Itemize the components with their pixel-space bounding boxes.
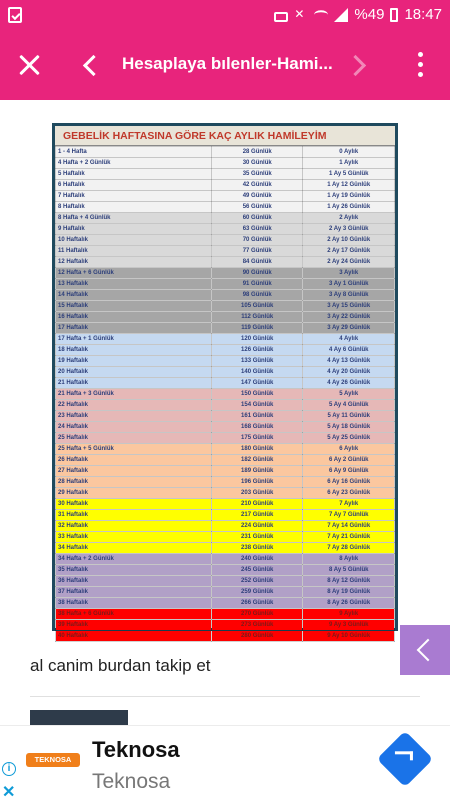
cell-months: 4 Ay 20 Günlük [303,367,395,378]
clock: 18:47 [404,6,442,23]
table-row [56,279,395,290]
table-row [56,268,395,279]
cell-week: 27 Haftalık [56,466,212,477]
table-row [56,609,395,620]
cell-week: 34 Haftalık [56,543,212,554]
cell-months: 2 Ay 17 Günlük [303,246,395,257]
cell-months: 3 Ay 22 Günlük [303,312,395,323]
table-row [56,598,395,609]
table-row [56,488,395,499]
cell-week: 20 Haftalık [56,367,212,378]
cell-week: 36 Haftalık [56,576,212,587]
cell-months: 5 Ay 4 Günlük [303,400,395,411]
cell-week: 18 Haftalık [56,345,212,356]
table-row [56,191,395,202]
ad-title: Teknosa [92,737,180,762]
cell-months: 7 Ay 7 Günlük [303,510,395,521]
cell-months: 1 Ay 12 Günlük [303,180,395,191]
cell-months: 8 Ay 5 Günlük [303,565,395,576]
cell-days: 112 Günlük [211,312,303,323]
table-row [56,620,395,631]
battery-level: %49 [354,6,385,23]
table-row [56,510,395,521]
cell-months: 9 Ay 10 Günlük [303,631,395,642]
cell-week: 8 Hafta + 4 Günlük [56,213,212,224]
cell-days: 126 Günlük [211,345,303,356]
cell-week: 38 Hafta + 6 Günlük [56,609,212,620]
cell-months: 2 Aylık [303,213,395,224]
cell-days: 91 Günlük [211,279,303,290]
cell-week: 24 Haftalık [56,422,212,433]
cell-months: 2 Ay 24 Günlük [303,257,395,268]
cell-days: 60 Günlük [211,213,303,224]
table-row [56,367,395,378]
chart-title: GEBELİK HAFTASINA GÖRE KAÇ AYLIK HAMİLEYİM [55,126,395,146]
cell-months: 9 Aylık [303,609,395,620]
directions-icon[interactable] [377,731,434,788]
table-row [56,224,395,235]
cell-week: 32 Haftalık [56,521,212,532]
battery-icon [390,8,398,22]
cell-months: 8 Aylık [303,554,395,565]
table-row [56,257,395,268]
cell-week: 17 Haftalık [56,323,212,334]
table-row [56,543,395,554]
table-row [56,202,395,213]
comment-text: al canim burdan takip et [30,656,211,675]
cell-week: 12 Hafta + 6 Günlük [56,268,212,279]
cell-days: 42 Günlük [211,180,303,191]
cell-days: 140 Günlük [211,367,303,378]
cell-week: 40 Haftalık [56,631,212,642]
cell-days: 147 Günlük [211,378,303,389]
table-row [56,631,395,642]
cell-week: 23 Haftalık [56,411,212,422]
cell-week: 12 Haftalık [56,257,212,268]
cell-week: 10 Haftalık [56,235,212,246]
cell-days: 240 Günlük [211,554,303,565]
table-row [56,444,395,455]
table-row [56,323,395,334]
cell-days: 119 Günlük [211,323,303,334]
table-row [56,411,395,422]
divider [30,696,420,697]
cell-days: 224 Günlük [211,521,303,532]
teknosa-logo: TEKNOSA [26,753,80,767]
cell-days: 105 Günlük [211,301,303,312]
cell-week: 6 Haftalık [56,180,212,191]
pregnancy-table [55,146,395,642]
table-row [56,147,395,158]
cell-days: 270 Günlük [211,609,303,620]
cell-months: 1 Aylık [303,158,395,169]
cell-days: 245 Günlük [211,565,303,576]
cell-months: 4 Aylık [303,334,395,345]
cell-week: 8 Haftalık [56,202,212,213]
cell-days: 180 Günlük [211,444,303,455]
cell-days: 189 Günlük [211,466,303,477]
cell-months: 6 Ay 16 Günlük [303,477,395,488]
notification-check-icon [8,7,22,23]
post-content [0,100,450,725]
cell-week: 22 Haftalık [56,400,212,411]
cell-days: 266 Günlük [211,598,303,609]
cell-week: 37 Haftalık [56,587,212,598]
cell-months: 1 Ay 5 Günlük [303,169,395,180]
cell-months: 4 Ay 6 Günlük [303,345,395,356]
table-row [56,180,395,191]
cell-week: 9 Haftalık [56,224,212,235]
cell-days: 35 Günlük [211,169,303,180]
ad-subtitle: Teknosa [92,770,171,793]
cell-months: 9 Ay 3 Günlük [303,620,395,631]
cell-week: 26 Haftalık [56,455,212,466]
table-row [56,213,395,224]
table-row [56,565,395,576]
table-row [56,477,395,488]
cell-months: 1 Ay 26 Günlük [303,202,395,213]
cell-week: 7 Haftalık [56,191,212,202]
cell-months: 3 Ay 15 Günlük [303,301,395,312]
cell-week: 14 Haftalık [56,290,212,301]
table-row [56,158,395,169]
cell-days: 217 Günlük [211,510,303,521]
pregnancy-chart-image[interactable] [52,123,398,639]
cell-months: 2 Ay 10 Günlük [303,235,395,246]
cell-week: 28 Haftalık [56,477,212,488]
status-bar [0,0,450,30]
cell-months: 5 Ay 18 Günlük [303,422,395,433]
forward-arrow-icon[interactable] [346,52,372,78]
wifi-icon [314,10,328,20]
thumbnail-image[interactable] [30,710,128,725]
cell-week: 5 Haftalık [56,169,212,180]
cell-week: 21 Haftalık [56,378,212,389]
cell-months: 1 Ay 19 Günlük [303,191,395,202]
cell-days: 154 Günlük [211,400,303,411]
table-row [56,312,395,323]
cell-week: 30 Haftalık [56,499,212,510]
table-row [56,345,395,356]
cell-week: 13 Haftalık [56,279,212,290]
cell-days: 30 Günlük [211,158,303,169]
cell-months: 7 Ay 28 Günlük [303,543,395,554]
cell-months: 7 Aylık [303,499,395,510]
cell-week: 34 Hafta + 2 Günlük [56,554,212,565]
cell-months: 3 Ay 29 Günlük [303,323,395,334]
cell-months: 5 Ay 11 Günlük [303,411,395,422]
cell-week: 11 Haftalık [56,246,212,257]
cell-months: 3 Ay 8 Günlük [303,290,395,301]
cell-months: 0 Aylık [303,147,395,158]
cell-months: 4 Ay 26 Günlük [303,378,395,389]
cell-week: 4 Hafta + 2 Günlük [56,158,212,169]
table-row [56,169,395,180]
cell-week: 29 Haftalık [56,488,212,499]
cell-months: 6 Ay 9 Günlük [303,466,395,477]
cell-week: 21 Hafta + 3 Günlük [56,389,212,400]
cell-months: 3 Ay 1 Günlük [303,279,395,290]
cell-months: 8 Ay 26 Günlük [303,598,395,609]
ad-banner[interactable] [0,725,450,800]
cell-days: 49 Günlük [211,191,303,202]
cell-days: 196 Günlük [211,477,303,488]
table-row [56,466,395,477]
ad-info-icon[interactable]: i [2,762,16,776]
close-icon[interactable] [16,52,42,78]
cell-months: 8 Ay 12 Günlük [303,576,395,587]
cell-days: 273 Günlük [211,620,303,631]
table-row [56,389,395,400]
cell-months: 3 Aylık [303,268,395,279]
table-row [56,246,395,257]
cell-days: 150 Günlük [211,389,303,400]
cell-months: 7 Ay 14 Günlük [303,521,395,532]
cell-months: 2 Ay 3 Günlük [303,224,395,235]
cell-days: 252 Günlük [211,576,303,587]
table-row [56,521,395,532]
cell-days: 210 Günlük [211,499,303,510]
cell-days: 120 Günlük [211,334,303,345]
cell-week: 25 Haftalık [56,433,212,444]
table-row [56,290,395,301]
cell-week: 35 Haftalık [56,565,212,576]
cell-week: 39 Haftalık [56,620,212,631]
cell-days: 98 Günlük [211,290,303,301]
cell-days: 203 Günlük [211,488,303,499]
table-row [56,532,395,543]
page-title: Hesaplaya bılenler-Hami... [122,54,333,73]
cell-days: 133 Günlük [211,356,303,367]
signal-icon [334,8,348,22]
cell-week: 19 Haftalık [56,356,212,367]
cell-days: 63 Günlük [211,224,303,235]
cell-days: 168 Günlük [211,422,303,433]
cell-days: 280 Günlük [211,631,303,642]
app-bar [0,30,450,100]
cell-months: 7 Ay 21 Günlük [303,532,395,543]
ad-close-icon[interactable]: ✕ [2,784,16,800]
cell-week: 33 Haftalık [56,532,212,543]
table-row [56,356,395,367]
cell-months: 4 Ay 13 Günlük [303,356,395,367]
cell-week: 15 Haftalık [56,301,212,312]
more-options-icon[interactable] [412,50,428,80]
cell-days: 259 Günlük [211,587,303,598]
table-row [56,499,395,510]
table-row [56,576,395,587]
cell-days: 231 Günlük [211,532,303,543]
table-row [56,400,395,411]
cell-days: 161 Günlük [211,411,303,422]
cell-days: 90 Günlük [211,268,303,279]
table-row [56,301,395,312]
cell-months: 8 Ay 19 Günlük [303,587,395,598]
mute-icon [294,8,308,22]
side-panel-toggle[interactable] [400,625,450,675]
lock-icon [274,12,288,22]
table-row [56,433,395,444]
status-icons [274,6,442,23]
cell-months: 6 Aylık [303,444,395,455]
cell-week: 25 Hafta + 5 Günlük [56,444,212,455]
cell-months: 5 Ay 25 Günlük [303,433,395,444]
cell-days: 28 Günlük [211,147,303,158]
cell-months: 6 Ay 23 Günlük [303,488,395,499]
cell-week: 38 Haftalık [56,598,212,609]
table-row [56,554,395,565]
table-row [56,455,395,466]
cell-week: 1 - 4 Hafta [56,147,212,158]
table-row [56,587,395,598]
cell-days: 70 Günlük [211,235,303,246]
table-row [56,378,395,389]
cell-days: 56 Günlük [211,202,303,213]
table-row [56,422,395,433]
cell-months: 6 Ay 2 Günlük [303,455,395,466]
cell-days: 182 Günlük [211,455,303,466]
cell-week: 17 Hafta + 1 Günlük [56,334,212,345]
table-row [56,334,395,345]
cell-months: 5 Aylık [303,389,395,400]
cell-days: 238 Günlük [211,543,303,554]
cell-days: 77 Günlük [211,246,303,257]
cell-week: 16 Haftalık [56,312,212,323]
cell-week: 31 Haftalık [56,510,212,521]
back-arrow-icon[interactable] [78,52,104,78]
cell-days: 175 Günlük [211,433,303,444]
table-row [56,235,395,246]
cell-days: 84 Günlük [211,257,303,268]
